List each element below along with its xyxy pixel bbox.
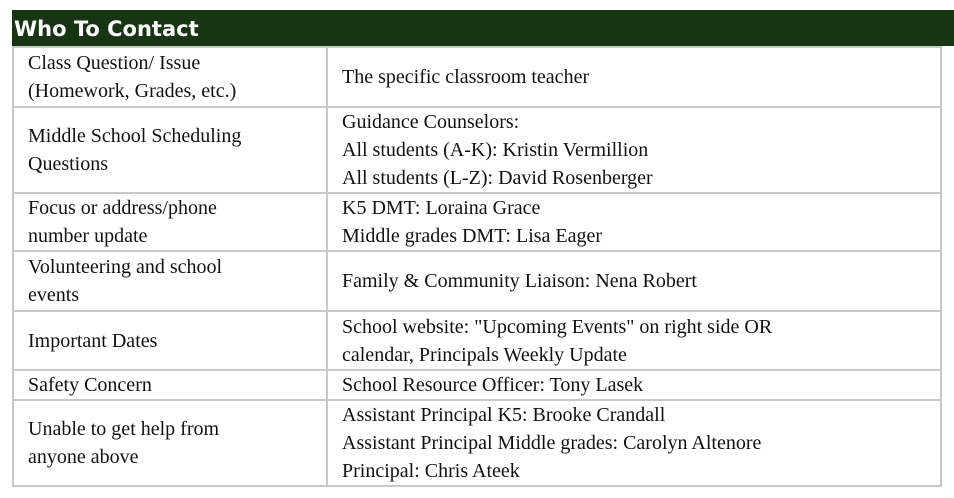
contact-cell xyxy=(327,47,941,107)
topic-text: Middle School Scheduling xyxy=(28,125,242,147)
topic-text: anyone above xyxy=(28,446,139,468)
contact-text: School Resource Officer: Tony Lasek xyxy=(342,374,644,396)
contact-text: Assistant Principal K5: Brooke Crandall xyxy=(342,404,666,426)
contact-text: Middle grades DMT: Lisa Eager xyxy=(342,225,603,247)
section-title: Who To Contact xyxy=(12,10,954,46)
topic-cell xyxy=(13,400,327,486)
topic-text: Important Dates xyxy=(28,329,158,352)
topic-cell xyxy=(13,193,327,251)
topic-text: Questions xyxy=(28,153,108,175)
contact-text: Principal: Chris Ateek xyxy=(342,460,520,482)
table-row xyxy=(13,193,941,251)
topic-cell xyxy=(13,311,327,370)
table-row xyxy=(13,311,941,370)
topic-cell xyxy=(13,251,327,311)
contact-text: The specific classroom teacher xyxy=(342,66,590,88)
contact-text: School website: "Upcoming Events" on right side OR xyxy=(342,315,773,338)
topic-cell xyxy=(13,47,327,107)
topic-text: Focus or address/phone xyxy=(28,197,217,219)
table-row xyxy=(13,370,941,400)
contact-text: calendar, Principals Weekly Update xyxy=(342,343,627,366)
contact-cell xyxy=(327,311,941,370)
topic-text: Unable to get help from xyxy=(28,418,220,440)
contact-cell xyxy=(327,251,941,311)
topic-cell xyxy=(13,107,327,193)
contact-text: Assistant Principal Middle grades: Carolyn Altenore xyxy=(342,432,762,454)
topic-text: Volunteering and school xyxy=(28,256,223,278)
table-row xyxy=(13,107,941,193)
topic-text: (Homework, Grades, etc.) xyxy=(28,80,237,102)
table-row xyxy=(13,251,941,311)
topic-text: number update xyxy=(28,225,148,247)
contact-cell xyxy=(327,400,941,486)
topic-text: events xyxy=(28,284,80,306)
contact-cell xyxy=(327,193,941,251)
table-row xyxy=(13,400,941,486)
topic-text: Safety Concern xyxy=(28,374,152,396)
contact-text: All students (L-Z): David Rosenberger xyxy=(342,167,653,189)
contact-table xyxy=(12,46,942,487)
topic-text: Class Question/ Issue xyxy=(28,52,201,74)
who-to-contact-sheet xyxy=(12,10,954,487)
contact-text: Guidance Counselors: xyxy=(342,111,520,133)
contact-cell xyxy=(327,370,941,400)
contact-text: Family & Community Liaison: Nena Robert xyxy=(342,270,697,292)
topic-cell xyxy=(13,370,327,400)
table-row xyxy=(13,47,941,107)
contact-text: All students (A-K): Kristin Vermillion xyxy=(342,139,649,161)
contact-cell xyxy=(327,107,941,193)
contact-text: K5 DMT: Loraina Grace xyxy=(342,197,541,219)
